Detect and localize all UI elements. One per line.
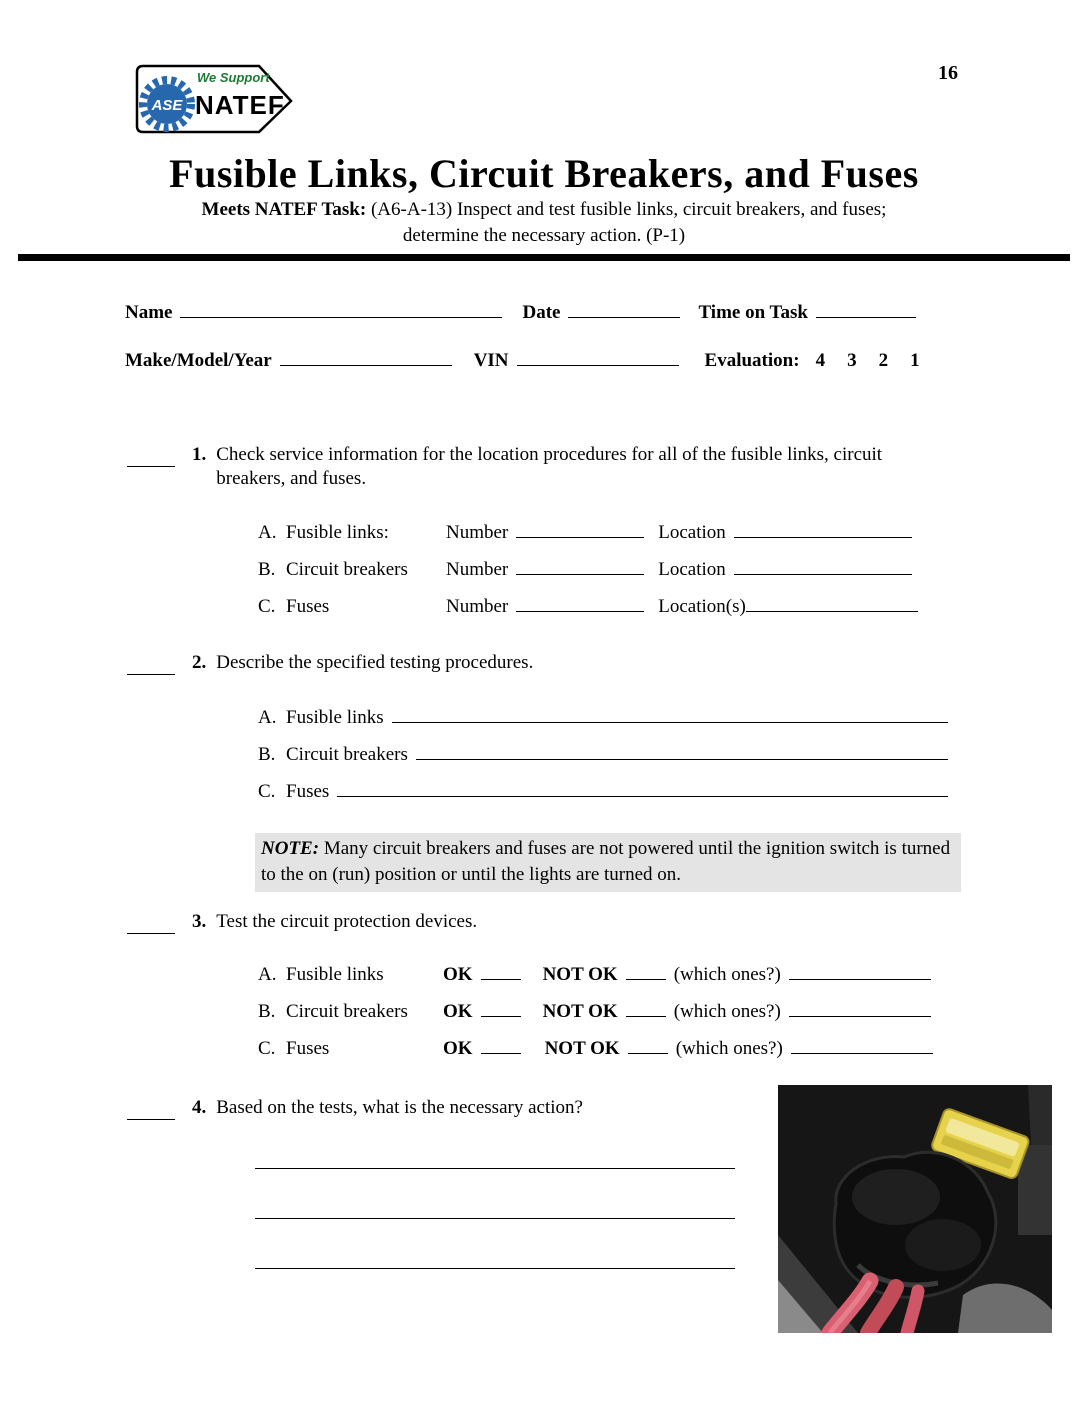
question-1-text: Check service information for the location procedures for all of the fusible links, circuit breakers, and fuses. <box>216 444 883 489</box>
q3-row-c-which-label: (which ones?) <box>675 1038 783 1059</box>
q3-row-b-ok-blank <box>481 997 521 1017</box>
evaluation-label: Evaluation: <box>704 350 800 371</box>
task-label: Meets NATEF Task: <box>201 199 367 220</box>
fuse-holder-photo <box>778 1085 1052 1333</box>
task-line <box>0 199 1088 221</box>
task-text: (A6-A-13) Inspect and test fusible links, circuit breakers, and fuses; <box>370 199 887 220</box>
fuse-holder-photo-image <box>778 1085 1052 1333</box>
q2-row-a-letter: A. <box>258 707 277 728</box>
note-block <box>255 833 961 892</box>
q1-row-b-number-label: Number <box>446 559 509 580</box>
question-2-text: Describe the specified testing procedures. <box>216 652 534 673</box>
q4-answer-line-1 <box>255 1168 735 1169</box>
make-model-year-label: Make/Model/Year <box>125 350 272 371</box>
evaluation-value-4: 4 <box>815 350 826 371</box>
q1-row-b-location-label: Location <box>658 559 726 580</box>
make-model-year-blank <box>280 346 452 366</box>
q1-row-a-label: Fusible links: <box>286 522 389 543</box>
question-1 <box>127 443 916 491</box>
q1-row-c-letter: C. <box>258 596 276 617</box>
q2-row-a-blank <box>392 703 948 723</box>
q1-row-b-label: Circuit breakers <box>286 559 408 580</box>
q3-row-a-letter: A. <box>258 964 277 985</box>
natef-logo <box>133 56 295 140</box>
question-4-check-blank <box>127 1100 175 1120</box>
svg-text:ASE: ASE <box>151 97 183 114</box>
q2-row-b-label: Circuit breakers <box>286 744 408 765</box>
q2-row-b-letter: B. <box>258 744 276 765</box>
evaluation-value-1: 1 <box>910 350 920 371</box>
q1-row-a-number-label: Number <box>446 522 509 543</box>
vehicle-row <box>125 346 920 373</box>
time-on-task-label: Time on Task <box>698 302 808 323</box>
vin-blank <box>517 346 679 366</box>
q1-row-a-location-blank <box>734 518 912 538</box>
q1-row-c <box>258 592 918 619</box>
q3-row-c-ok-label: OK <box>443 1038 473 1059</box>
q3-row-a-which-blank <box>789 960 931 980</box>
question-4 <box>127 1096 583 1120</box>
q3-row-b-not-ok-label: NOT OK <box>542 1001 618 1022</box>
q1-row-c-location-blank <box>746 592 918 612</box>
q2-row-c-blank <box>337 777 948 797</box>
name-blank <box>180 298 502 318</box>
note-text: Many circuit breakers and fuses are not powered until the ignition switch is turned to the on (run) position or until the lights are turned on. <box>261 838 951 885</box>
q3-row-a-which-label: (which ones?) <box>673 964 781 985</box>
name-label: Name <box>125 302 173 323</box>
natef-logo-icon <box>133 56 295 140</box>
q3-row-b-letter: B. <box>258 1001 276 1022</box>
time-on-task-blank <box>816 298 916 318</box>
vin-label: VIN <box>473 350 509 371</box>
q3-row-b-which-blank <box>789 997 931 1017</box>
q1-row-a <box>258 518 912 545</box>
q3-row-c-label: Fuses <box>286 1038 330 1059</box>
q3-row-b <box>258 997 931 1024</box>
question-4-text: Based on the tests, what is the necessary action? <box>216 1097 583 1118</box>
q3-row-a-ok-label: OK <box>443 964 473 985</box>
question-3 <box>127 910 477 934</box>
question-2-check-blank <box>127 655 175 675</box>
q2-row-c <box>258 777 948 804</box>
question-1-check-blank <box>127 447 175 467</box>
q3-row-c-ok-blank <box>481 1034 521 1054</box>
q3-row-c-which-blank <box>791 1034 933 1054</box>
q2-row-a-label: Fusible links <box>286 707 384 728</box>
q3-row-c-letter: C. <box>258 1038 276 1059</box>
q1-row-b-location-blank <box>734 555 912 575</box>
svg-text:We Support: We Support <box>197 70 270 85</box>
q3-row-b-not-ok-blank <box>626 997 666 1017</box>
q3-row-a-not-ok-label: NOT OK <box>542 964 618 985</box>
page-number: 16 <box>938 62 958 84</box>
question-3-check-blank <box>127 914 175 934</box>
q1-row-b-number-blank <box>516 555 644 575</box>
q3-row-b-which-label: (which ones?) <box>673 1001 781 1022</box>
q3-row-c <box>258 1034 933 1061</box>
q1-row-a-number-blank <box>516 518 644 538</box>
q1-row-c-location-label: Location(s) <box>658 596 746 617</box>
note-label: NOTE: <box>261 838 320 859</box>
q3-row-a-not-ok-blank <box>626 960 666 980</box>
question-1-number: 1. <box>192 444 207 465</box>
question-2 <box>127 651 533 675</box>
question-2-number: 2. <box>192 652 207 673</box>
svg-text:NATEF: NATEF <box>195 90 285 120</box>
q3-row-a-ok-blank <box>481 960 521 980</box>
q1-row-b-letter: B. <box>258 559 276 580</box>
q2-row-b-blank <box>416 740 948 760</box>
q2-row-c-letter: C. <box>258 781 276 802</box>
q1-row-c-number-blank <box>516 592 644 612</box>
date-label: Date <box>522 302 561 323</box>
q3-row-c-not-ok-label: NOT OK <box>544 1038 620 1059</box>
q3-row-a-label: Fusible links <box>286 964 384 985</box>
date-blank <box>568 298 680 318</box>
q2-row-b <box>258 740 948 767</box>
task-line-2: determine the necessary action. (P-1) <box>402 225 686 246</box>
q3-row-b-ok-label: OK <box>443 1001 473 1022</box>
q2-row-c-label: Fuses <box>286 781 330 802</box>
q3-row-c-not-ok-blank <box>628 1034 668 1054</box>
question-4-number: 4. <box>192 1097 207 1118</box>
q3-row-b-label: Circuit breakers <box>286 1001 408 1022</box>
q1-row-b <box>258 555 912 582</box>
q4-answer-line-2 <box>255 1218 735 1219</box>
name-date-row <box>125 298 916 325</box>
question-3-text: Test the circuit protection devices. <box>216 911 478 932</box>
q3-row-a <box>258 960 931 987</box>
question-3-number: 3. <box>192 911 207 932</box>
evaluation-value-2: 2 <box>878 350 889 371</box>
q4-answer-line-3 <box>255 1268 735 1269</box>
page-title: Fusible Links, Circuit Breakers, and Fuses <box>169 151 919 196</box>
q1-row-a-location-label: Location <box>658 522 726 543</box>
q1-row-c-number-label: Number <box>446 596 509 617</box>
q1-row-c-label: Fuses <box>286 596 330 617</box>
divider-rule <box>18 254 1070 261</box>
q1-row-a-letter: A. <box>258 522 277 543</box>
q2-row-a <box>258 703 948 730</box>
evaluation-value-3: 3 <box>847 350 857 371</box>
